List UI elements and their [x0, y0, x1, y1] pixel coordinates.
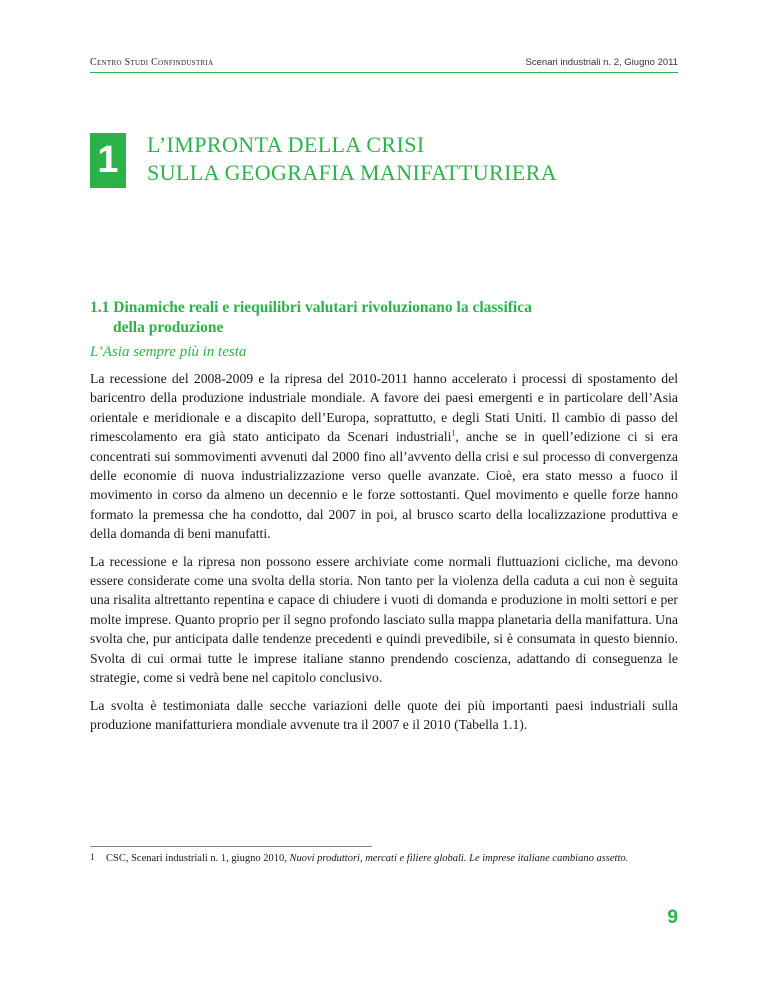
footnote [90, 852, 690, 864]
footnote-text: CSC, Scenari industriali n. 1, giugno 2010, [106, 853, 290, 864]
chapter-title-line-2: SULLA GEOGRAFIA MANIFATTURIERA [147, 160, 558, 185]
paragraph-1 [90, 369, 678, 544]
footnote-title: Nuovi produttori, mercati e filiere globali. Le imprese italiane cambiano assetto. [289, 853, 629, 864]
paragraph-1-part-b: , anche se in quell’edizione ci si era concentrati sui sommovimenti avvenuti dal 2000 fino all’avvento della crisi e sul processo di convergenza delle economie di nuova industrializzazione verso quelle avanzate. Cioè, era stato messo a fuoco il movimento in corso da almeno un decennio e le forze sottostanti. Quel movimento e quelle forze hanno formato la premessa che ha condotto, dal 2007 in poi, al brusco scarto della localizzazione produttiva e della domanda di beni manufatti. [90, 429, 678, 542]
running-header-right: Scenari industriali n. 2, Giugno 2011 [525, 57, 678, 68]
section-title [90, 298, 690, 338]
paragraph-3: La svolta è testimoniata dalle secche variazioni delle quote dei più importanti paesi industriali sulla produzione manifatturiera mondiale avvenute tra il 2007 e il 2010 (Tabella 1.1). [90, 697, 678, 732]
body-text [90, 369, 678, 742]
paragraph-1-part-a: La recessione del 2008-2009 e la ripresa del 2010-2011 hanno accelerato i processi di spostamento del baricentro della produzione industriale mondiale. A favore dei paesi emergenti e in particolare dell’Asia orientale e meridionale e a discapito dell’Europa, soprattutto, e degli Stati Uniti. Il cambio di passo del rimescolamento era già stato anticipato da Scenari industriali [90, 371, 678, 445]
footnote-number: 1 [90, 852, 95, 862]
footnote-divider [90, 846, 372, 847]
footnote-reference: 1 [451, 428, 456, 438]
chapter-title [147, 131, 557, 187]
header-divider [90, 72, 678, 73]
subsection-heading: L’Asia sempre più in testa [90, 344, 247, 360]
page-number: 9 [667, 907, 678, 928]
chapter-title-line-1: L’IMPRONTA DELLA CRISI [147, 132, 425, 157]
paragraph-2: La recessione e la ripresa non possono essere archiviate come normali fluttuazioni cicliche, ma devono essere considerate come una svolta della storia. Non tanto per la violenza della caduta a cui non è seguita una risalita altrettanto repentina e capace di chiudere i vuoti di domanda e produzione in molti settori e per molte imprese. Quanto proprio per il segno profondo lasciato sulla mappa planetaria della manifattura. Una svolta che, pur anticipata dalle tendenze precedenti e quindi prevedibile, si è consumata in questo biennio. Svolta di cui ormai tutte le imprese italiane stanno prendendo coscienza, adattando di conseguenza le strategie, come si vedrà bene nel capitolo conclusivo. [90, 553, 678, 686]
section-title-line-1: 1.1 Dinamiche reali e riequilibri valutari rivoluzionano la classifica [90, 299, 532, 316]
chapter-number-badge: 1 [90, 133, 126, 188]
section-title-line-2: della produzione [113, 319, 224, 336]
running-header-left: Centro Studi Confindustria [90, 57, 214, 68]
